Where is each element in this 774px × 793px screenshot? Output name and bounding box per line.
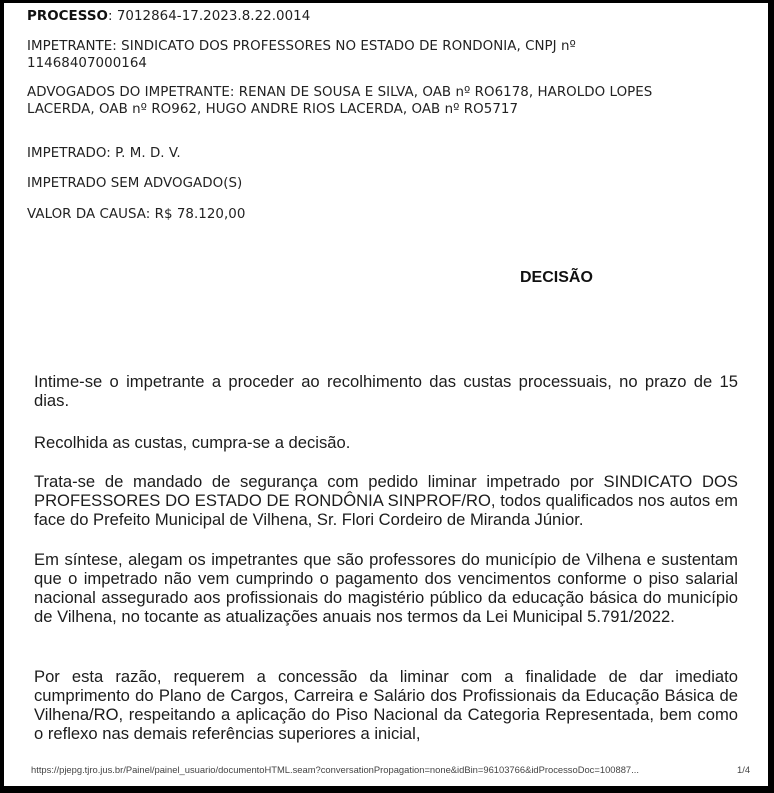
paragraph-sintese: Em síntese, alegam os impetrantes que são professores do município de Vilhena e sustentam que o impetrado não vem cumprindo o pagamento dos vencimentos conforme o piso salarial nacional assegurado aos profissionais do magistério público da educação básica do município de Vilhena, no tocante as atualizações anuais nos termos da Lei Municipal 5.791/2022.: [34, 550, 738, 626]
document-title: DECISÃO: [520, 269, 593, 286]
paragraph-intimacao: Intime-se o impetrante a proceder ao recolhimento das custas processuais, no prazo de 15 dias.: [34, 372, 738, 410]
processo-label: PROCESSO: [27, 9, 108, 24]
impetrante-line-2: 11468407000164: [27, 56, 147, 71]
impetrado-line: IMPETRADO: P. M. D. V.: [27, 146, 181, 161]
advogados-line-2: LACERDA, OAB nº RO962, HUGO ANDRE RIOS LACERDA, OAB nº RO5717: [27, 102, 519, 117]
valor-causa-line: VALOR DA CAUSA: R$ 78.120,00: [27, 207, 246, 222]
paragraph-relatorio: Trata-se de mandado de segurança com pedido liminar impetrado por SINDICATO DOS PROFESSORES DO ESTADO DE RONDÔNIA SINPROF/RO, todos qualificados nos autos em face do Prefeito Municipal de Vilhena, Sr. Flori Cordeiro de Miranda Júnior.: [34, 472, 738, 529]
impetrante-line-1: IMPETRANTE: SINDICATO DOS PROFESSORES NO ESTADO DE RONDONIA, CNPJ nº: [27, 39, 576, 54]
processo-number: : 7012864-17.2023.8.22.0014: [107, 9, 311, 24]
footer-url: https://pjepg.tjro.jus.br/Painel/painel_usuario/documentoHTML.seam?conversationPropagation=none&idBin=96103766&idProcessoDoc=100887...: [31, 764, 639, 775]
advogados-line-1: ADVOGADOS DO IMPETRANTE: RENAN DE SOUSA E SILVA, OAB nº RO6178, HAROLDO LOPES: [27, 85, 653, 100]
impetrado-sem-advogado-line: IMPETRADO SEM ADVOGADO(S): [27, 176, 243, 191]
document-page: [4, 3, 768, 786]
page-indicator: 1/4: [737, 764, 751, 775]
paragraph-pedido: Por esta razão, requerem a concessão da liminar com a finalidade de dar imediato cumprimento do Plano de Cargos, Carreira e Salário dos Profissionais da Educação Básica de Vilhena/RO, respeitando a aplicação do Piso Nacional da Categoria Representada, bem como o reflexo nas demais referências superiores a inicial,: [34, 667, 738, 743]
processo-line: [27, 8, 310, 25]
paragraph-custas: Recolhida as custas, cumpra-se a decisão.: [34, 433, 351, 452]
